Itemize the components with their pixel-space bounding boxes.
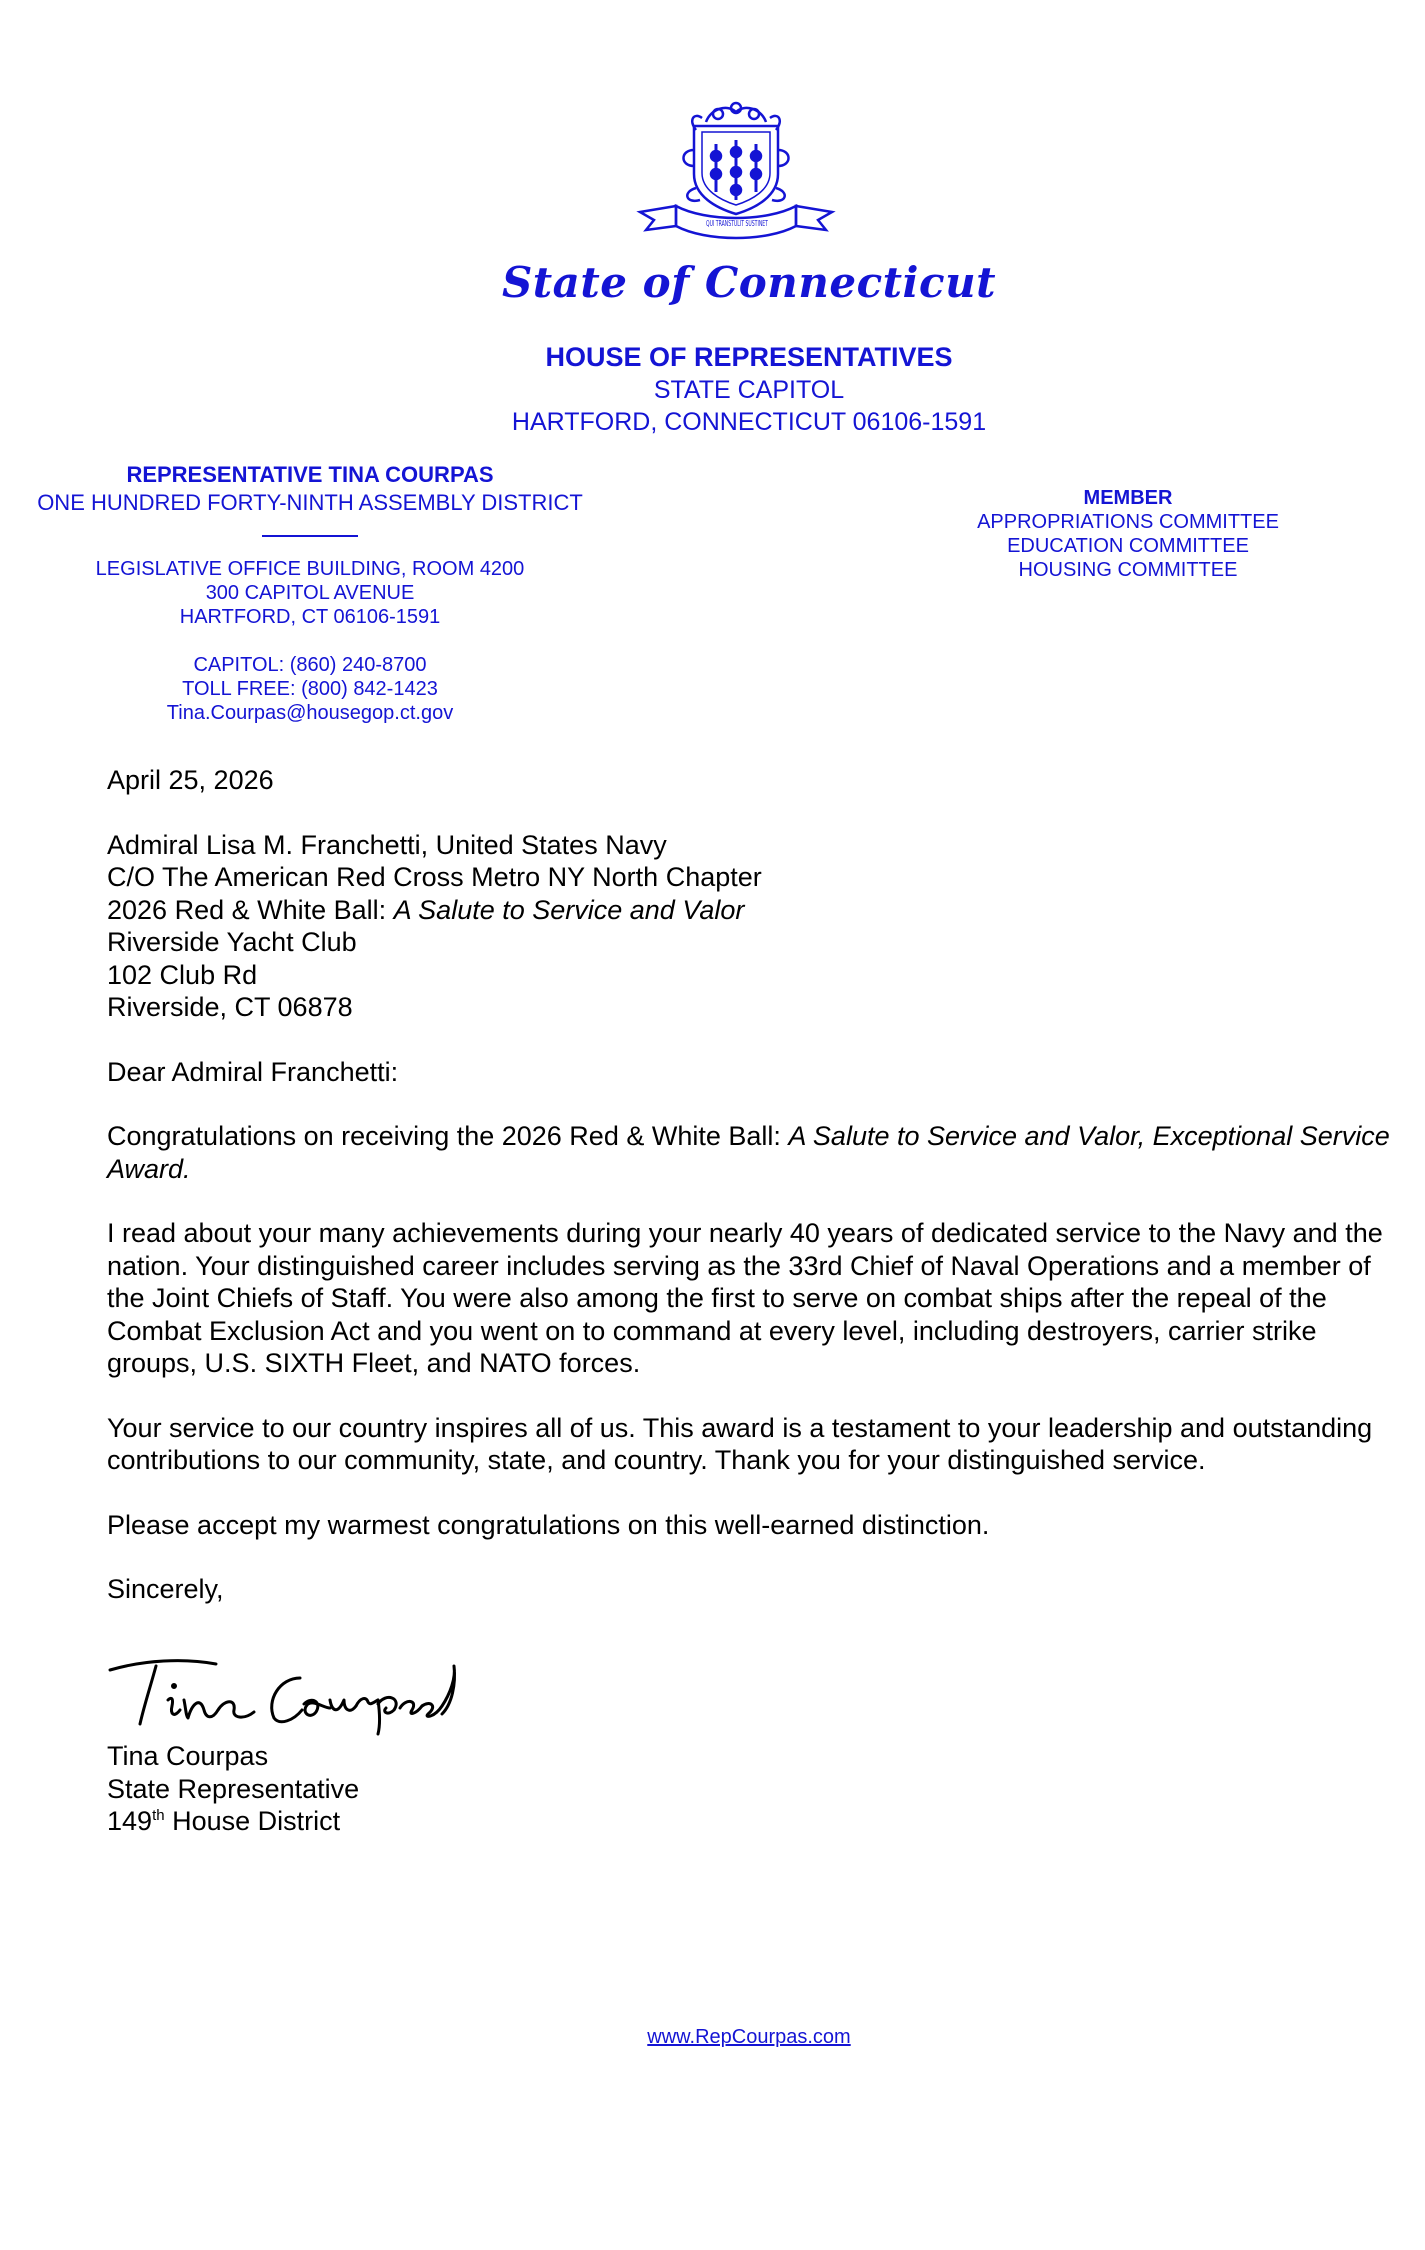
member-heading: MEMBER xyxy=(1083,487,1173,509)
toll-free-phone: TOLL FREE: (800) 842-1423 xyxy=(182,678,438,700)
state-seal-logo xyxy=(636,100,836,250)
recipient-line: Riverside Yacht Club xyxy=(107,927,357,957)
divider xyxy=(262,535,358,537)
seal-motto: QUI TRANSTULIT SUSTINET xyxy=(706,219,769,228)
chamber-title: HOUSE OF REPRESENTATIVES xyxy=(545,342,953,372)
letter-date: April 25, 2026 xyxy=(107,765,274,795)
email-address[interactable]: Tina.Courpas@housegop.ct.gov xyxy=(166,702,454,724)
chamber-address-block xyxy=(0,340,1425,438)
award-name: A Salute to Service and Valor, Exceptional Service Award. xyxy=(107,1121,1390,1184)
signer-block xyxy=(107,1740,359,1838)
website-link[interactable]: www.RepCourpas.com xyxy=(647,2026,851,2048)
paragraph-4: Please accept my warmest congratulations on this well-earned distinction. xyxy=(107,1509,990,1540)
paragraph-1 xyxy=(107,1120,1397,1185)
letter-body xyxy=(107,764,1397,1606)
handwritten-signature xyxy=(104,1648,474,1736)
recipient-line: 102 Club Rd xyxy=(107,959,258,990)
city-line: HARTFORD, CONNECTICUT 06106-1591 xyxy=(511,408,987,436)
committee-item: EDUCATION COMMITTEE xyxy=(1007,535,1249,557)
committee-membership-block xyxy=(968,486,1288,582)
office-line-3: HARTFORD, CT 06106-1591 xyxy=(179,606,441,628)
district-number: 149 xyxy=(107,1806,153,1836)
district-word: House District xyxy=(164,1806,341,1836)
recipient-event: 2026 Red & White Ball: xyxy=(107,894,394,925)
committee-item: APPROPRIATIONS COMMITTEE xyxy=(977,511,1279,533)
capitol-phone: CAPITOL: (860) 240-8700 xyxy=(193,654,427,676)
recipient-line: Riverside, CT 06878 xyxy=(107,992,353,1022)
office-line-2: 300 CAPITOL AVENUE xyxy=(205,582,415,604)
paragraph-1-text: Congratulations on receiving the 2026 Red & White Ball: xyxy=(107,1121,789,1151)
recipient-line: C/O The American Red Cross Metro NY North Chapter xyxy=(107,862,762,892)
closing: Sincerely, xyxy=(107,1574,224,1604)
signer-title: State Representative xyxy=(107,1773,360,1804)
paragraph-2: I read about your many achievements during your nearly 40 years of dedicated service to the Navy and the nation. Your distinguished career includes serving as the 33rd Chief of Naval Operations and a member of the Joint Chiefs of Staff. You were also among the first to serve on combat ships after the repeal of the Combat Exclusion Act and you went on to command at every level, including destroyers, carrier strike groups, U.S. SIXTH Fleet, and NATO forces. xyxy=(107,1218,1383,1378)
representative-block xyxy=(0,461,620,725)
recipient-address xyxy=(107,829,1397,1024)
salutation: Dear Admiral Franchetti: xyxy=(107,1056,399,1087)
state-name-wordmark: State of Connecticut xyxy=(501,258,997,307)
office-line-1: LEGISLATIVE OFFICE BUILDING, ROOM 4200 xyxy=(95,558,525,580)
signer-name: Tina Courpas xyxy=(107,1741,269,1771)
district-suffix: th xyxy=(152,1807,165,1824)
committee-item: HOUSING COMMITTEE xyxy=(1018,559,1238,581)
signer-district xyxy=(107,1805,359,1838)
representative-name: REPRESENTATIVE TINA COURPAS xyxy=(126,462,494,487)
recipient-line xyxy=(107,894,1397,927)
recipient-event-title: A Salute to Service and Valor xyxy=(393,894,745,925)
paragraph-3: Your service to our country inspires all of us. This award is a testament to your leadership and outstanding contributions to our community, state, and country. Thank you for your distinguished service. xyxy=(107,1412,1373,1475)
building-line: STATE CAPITOL xyxy=(653,376,845,404)
representative-district: ONE HUNDRED FORTY-NINTH ASSEMBLY DISTRICT xyxy=(37,490,583,515)
recipient-line: Admiral Lisa M. Franchetti, United States Navy xyxy=(107,829,667,860)
